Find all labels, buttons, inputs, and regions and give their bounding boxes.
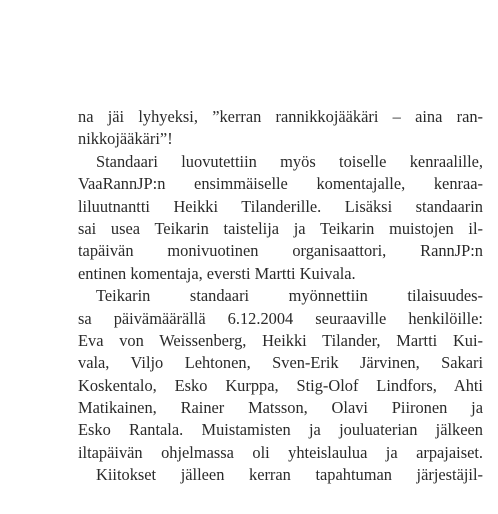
text-line-15: Esko Rantala. Muistamisten ja jouluaterian jälkeen (78, 420, 483, 440)
text-line-7: tapäivän monivuotinen organisaattori, RannJP:n (78, 241, 483, 261)
text-line-8: entinen komentaja, eversti Martti Kuivala. (78, 263, 356, 283)
body-text-column (78, 106, 483, 487)
text-line-9: Teikarin standaari myönnettiin tilaisuudes- (96, 286, 483, 306)
text-line-11: Eva von Weissenberg, Heikki Tilander, Martti Kui- (78, 330, 483, 350)
text-line-5: liluutnantti Heikki Tilanderille. Lisäksi standaarin (78, 196, 483, 216)
text-line-16: iltapäivän ohjelmassa oli yhteislaulua ja arpajaiset. (78, 442, 483, 462)
text-line-4: VaaRannJP:n ensimmäiselle komentajalle, kenraa- (78, 174, 483, 194)
text-line-17: Kiitokset jälleen kerran tapahtuman järjestäjil- (96, 465, 483, 485)
text-line-6: sai usea Teikarin taistelija ja Teikarin muistojen il- (78, 218, 483, 238)
text-line-14: Matikainen, Rainer Matsson, Olavi Piironen ja (78, 398, 483, 418)
text-line-1: na jäi lyhyeksi, ”kerran rannikkojääkäri – aina ran- (78, 107, 483, 126)
text-line-13: Koskentalo, Esko Kurppa, Stig-Olof Lindfors, Ahti (78, 375, 483, 395)
text-line-3: Standaari luovutettiin myös toiselle kenraalille, (96, 151, 483, 171)
text-line-2: nikkojääkäri”! (78, 129, 173, 149)
text-line-10: sa päivämäärällä 6.12.2004 seuraaville henkilöille: (78, 308, 483, 328)
text-line-12: vala, Viljo Lehtonen, Sven-Erik Järvinen, Sakari (78, 353, 483, 373)
